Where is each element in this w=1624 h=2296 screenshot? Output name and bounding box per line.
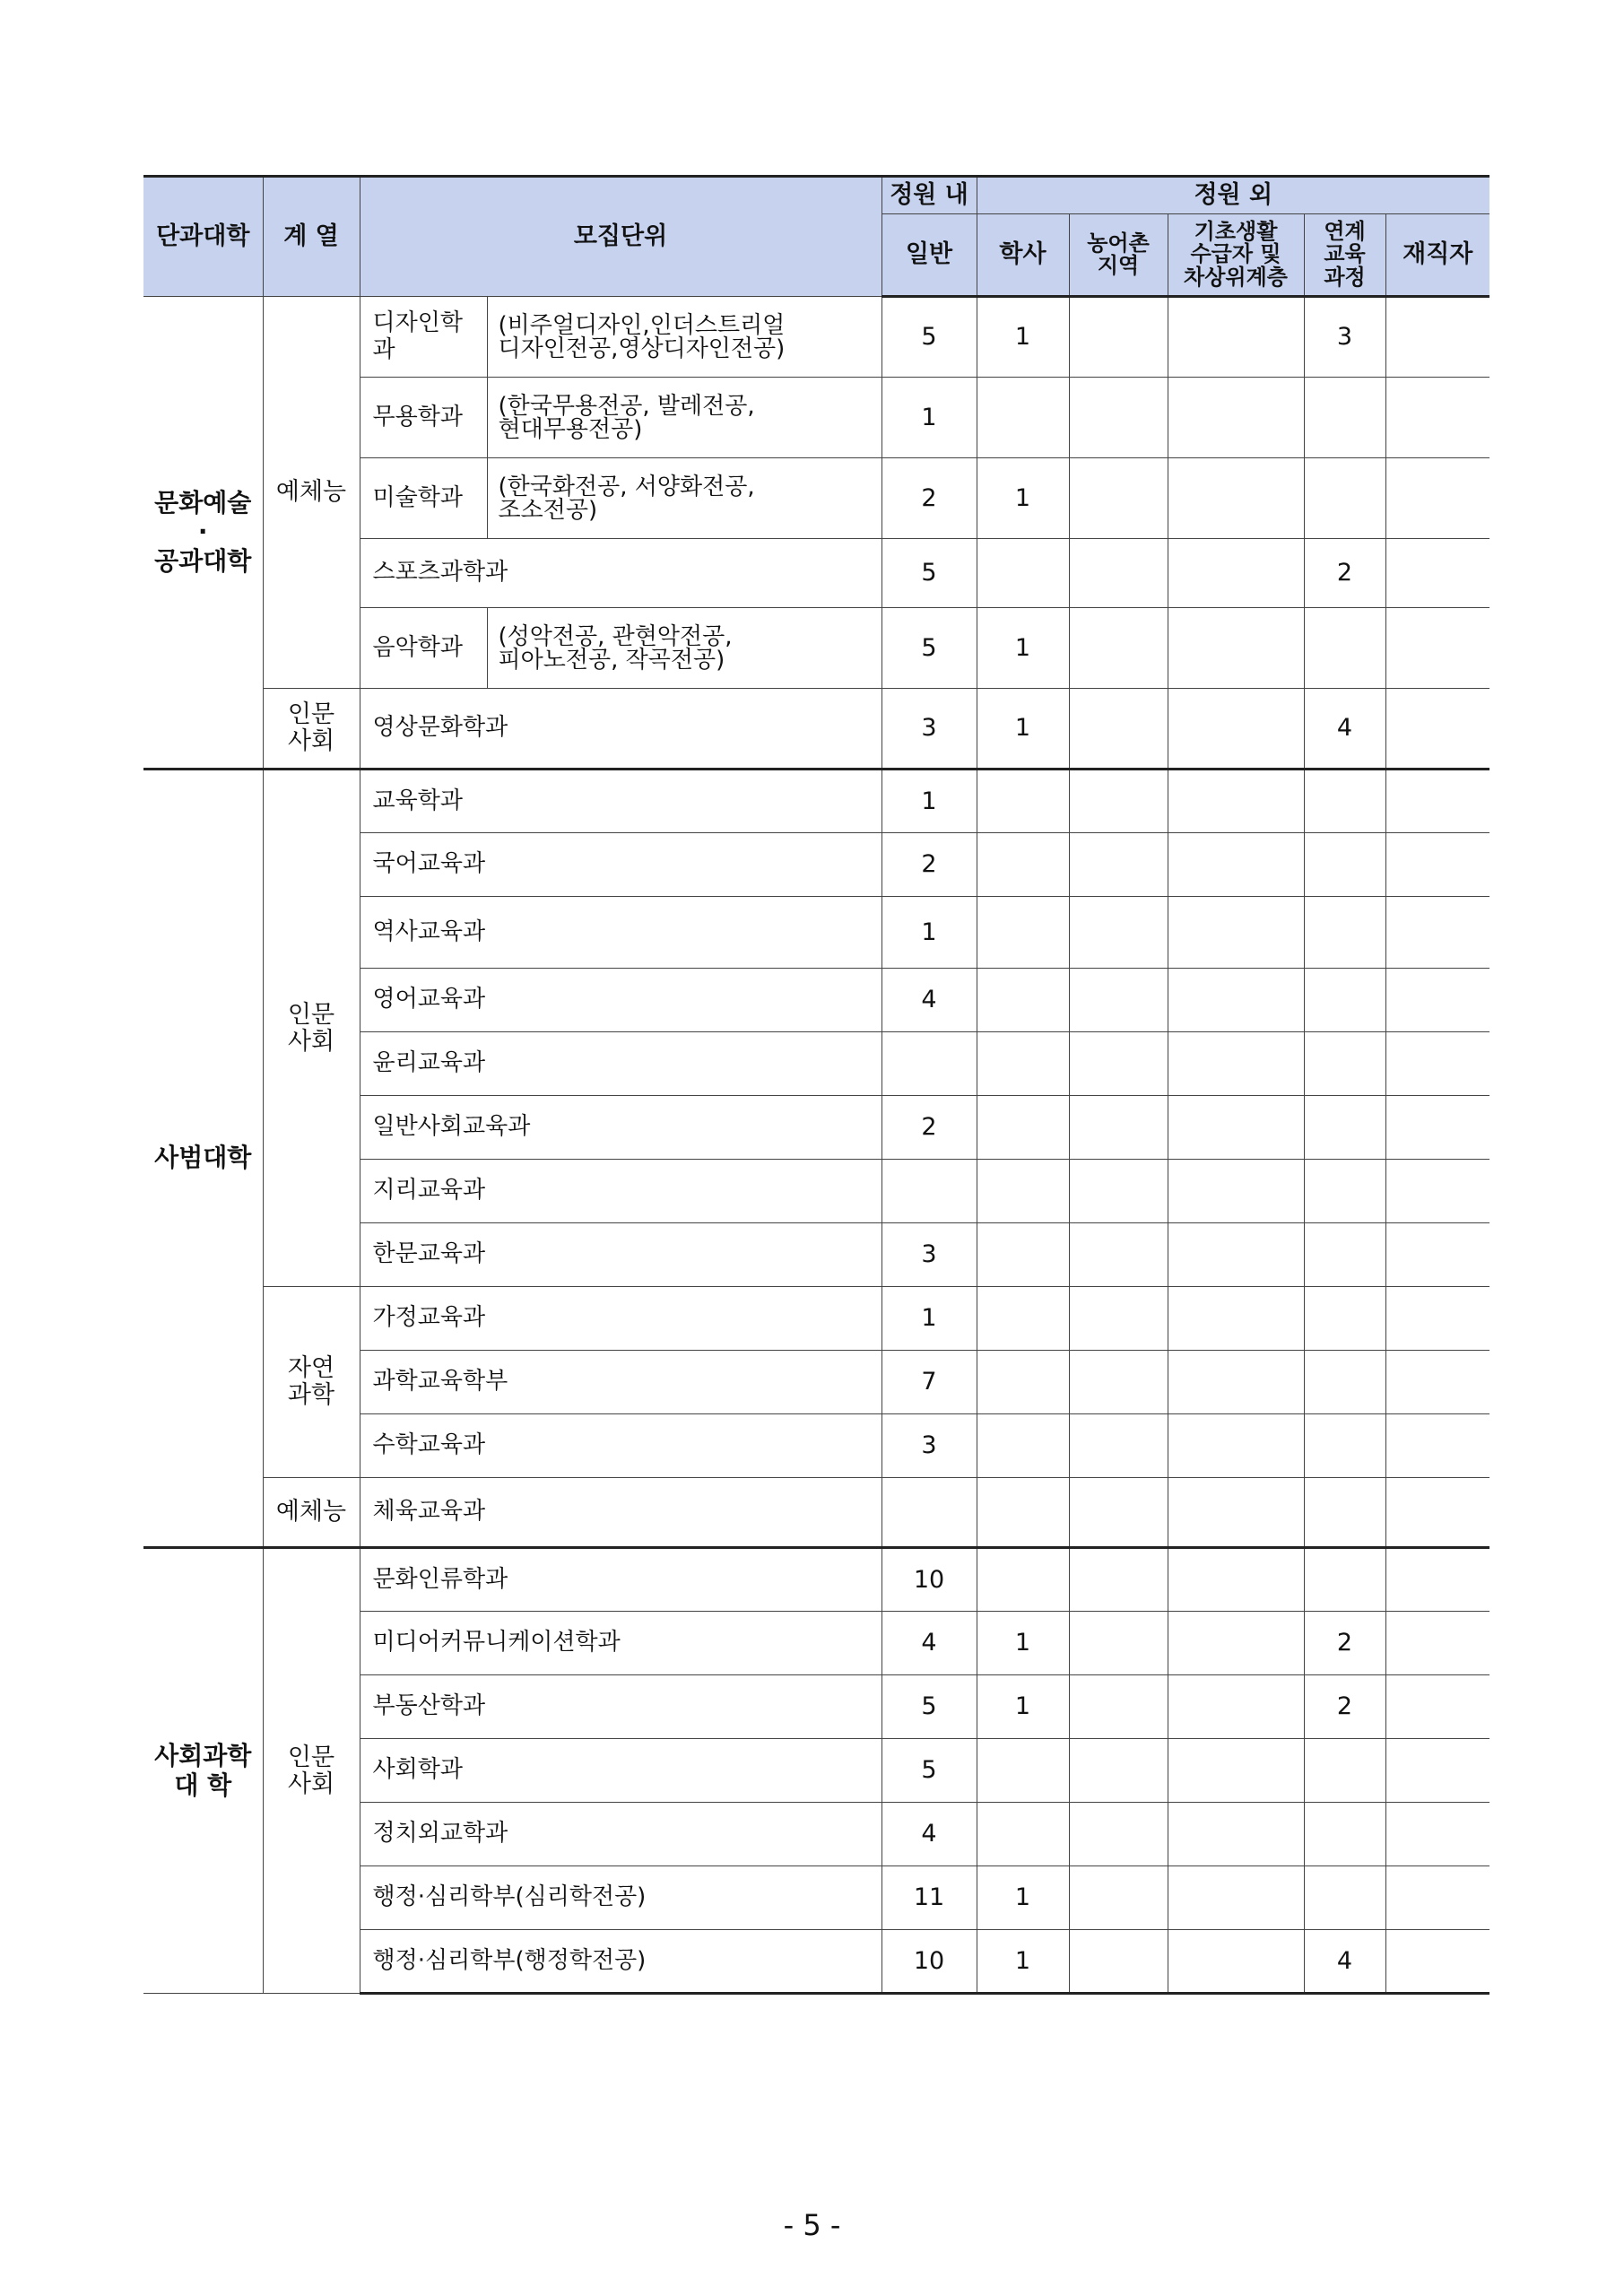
bachelor-quota bbox=[977, 770, 1069, 833]
department-name: 한문교육과 bbox=[360, 1223, 881, 1287]
bachelor-quota: 1 bbox=[977, 1930, 1069, 1994]
major-list: (한국무용전공, 발레전공, 현대무용전공) bbox=[487, 378, 881, 458]
header-division: 계 열 bbox=[263, 177, 360, 297]
basic-living-quota bbox=[1168, 1032, 1304, 1096]
division-cell: 예체능 bbox=[263, 1478, 360, 1548]
department-name: 교육학과 bbox=[360, 770, 881, 833]
table-row bbox=[143, 297, 1489, 378]
basic-living-quota bbox=[1168, 1612, 1304, 1675]
bachelor-quota: 1 bbox=[977, 1675, 1069, 1739]
rural-quota bbox=[1069, 1032, 1168, 1096]
department-name: 행정·심리학부(행정학전공) bbox=[360, 1930, 881, 1994]
bachelor-quota bbox=[977, 1223, 1069, 1287]
college-name-cell: 사범대학 bbox=[143, 770, 263, 1548]
rural-quota bbox=[1069, 1223, 1168, 1287]
employed-quota bbox=[1385, 458, 1489, 539]
rural-quota bbox=[1069, 608, 1168, 689]
rural-quota bbox=[1069, 969, 1168, 1032]
major-list: (성악전공, 관현악전공, 피아노전공, 작곡전공) bbox=[487, 608, 881, 689]
department-name: 과학교육학부 bbox=[360, 1351, 881, 1414]
general-quota: 5 bbox=[881, 539, 977, 608]
rural-quota bbox=[1069, 897, 1168, 969]
basic-living-quota bbox=[1168, 1287, 1304, 1351]
general-quota: 5 bbox=[881, 608, 977, 689]
department-name: 일반사회교육과 bbox=[360, 1096, 881, 1160]
division-cell: 인문 사회 bbox=[263, 1548, 360, 1994]
department-name: 미술학과 bbox=[360, 458, 487, 539]
header-college: 단과대학 bbox=[143, 177, 263, 297]
employed-quota bbox=[1385, 608, 1489, 689]
department-name: 문화인류학과 bbox=[360, 1548, 881, 1612]
employed-quota bbox=[1385, 770, 1489, 833]
rural-quota bbox=[1069, 770, 1168, 833]
college-name-cell: 사회과학 대 학 bbox=[143, 1548, 263, 1994]
general-quota bbox=[881, 1478, 977, 1548]
basic-living-quota bbox=[1168, 608, 1304, 689]
bachelor-quota: 1 bbox=[977, 458, 1069, 539]
basic-living-quota bbox=[1168, 833, 1304, 897]
employed-quota bbox=[1385, 1739, 1489, 1803]
linked-course-quota bbox=[1304, 833, 1385, 897]
basic-living-quota bbox=[1168, 378, 1304, 458]
linked-course-quota bbox=[1304, 897, 1385, 969]
rural-quota bbox=[1069, 833, 1168, 897]
header-quota-in: 정원 내 bbox=[881, 177, 977, 214]
linked-course-quota bbox=[1304, 1866, 1385, 1930]
general-quota: 2 bbox=[881, 458, 977, 539]
bachelor-quota: 1 bbox=[977, 1612, 1069, 1675]
employed-quota bbox=[1385, 689, 1489, 770]
table-row bbox=[143, 689, 1489, 770]
department-name: 영어교육과 bbox=[360, 969, 881, 1032]
general-quota: 4 bbox=[881, 1803, 977, 1866]
header-general: 일반 bbox=[881, 214, 977, 297]
major-list: (한국화전공, 서양화전공, 조소전공) bbox=[487, 458, 881, 539]
rural-quota bbox=[1069, 297, 1168, 378]
employed-quota bbox=[1385, 1803, 1489, 1866]
basic-living-quota bbox=[1168, 458, 1304, 539]
bachelor-quota bbox=[977, 833, 1069, 897]
page-number: - 5 - bbox=[783, 2208, 841, 2242]
basic-living-quota bbox=[1168, 689, 1304, 770]
employed-quota bbox=[1385, 1675, 1489, 1739]
bachelor-quota bbox=[977, 1096, 1069, 1160]
bachelor-quota bbox=[977, 897, 1069, 969]
major-list: (비주얼디자인,인더스트리얼 디자인전공,영상디자인전공) bbox=[487, 297, 881, 378]
employed-quota bbox=[1385, 897, 1489, 969]
department-name: 지리교육과 bbox=[360, 1160, 881, 1223]
general-quota: 1 bbox=[881, 897, 977, 969]
employed-quota bbox=[1385, 833, 1489, 897]
department-name: 정치외교학과 bbox=[360, 1803, 881, 1866]
rural-quota bbox=[1069, 1612, 1168, 1675]
basic-living-quota bbox=[1168, 1478, 1304, 1548]
linked-course-quota bbox=[1304, 1414, 1385, 1478]
employed-quota bbox=[1385, 378, 1489, 458]
department-name: 미디어커뮤니케이션학과 bbox=[360, 1612, 881, 1675]
basic-living-quota bbox=[1168, 297, 1304, 378]
bachelor-quota: 1 bbox=[977, 1866, 1069, 1930]
basic-living-quota bbox=[1168, 1803, 1304, 1866]
header-bachelor: 학사 bbox=[977, 214, 1069, 297]
rural-quota bbox=[1069, 458, 1168, 539]
bachelor-quota bbox=[977, 1032, 1069, 1096]
department-name: 국어교육과 bbox=[360, 833, 881, 897]
general-quota: 1 bbox=[881, 770, 977, 833]
department-name: 체육교육과 bbox=[360, 1478, 881, 1548]
general-quota: 10 bbox=[881, 1930, 977, 1994]
department-name: 사회학과 bbox=[360, 1739, 881, 1803]
linked-course-quota bbox=[1304, 608, 1385, 689]
rural-quota bbox=[1069, 1096, 1168, 1160]
general-quota: 2 bbox=[881, 1096, 977, 1160]
rural-quota bbox=[1069, 1739, 1168, 1803]
department-name: 가정교육과 bbox=[360, 1287, 881, 1351]
basic-living-quota bbox=[1168, 1414, 1304, 1478]
employed-quota bbox=[1385, 1223, 1489, 1287]
table-row bbox=[143, 1478, 1489, 1548]
linked-course-quota bbox=[1304, 1803, 1385, 1866]
bachelor-quota bbox=[977, 1548, 1069, 1612]
rural-quota bbox=[1069, 1351, 1168, 1414]
header-basic-living: 기초생활 수급자 및 차상위계층 bbox=[1168, 214, 1304, 297]
basic-living-quota bbox=[1168, 1739, 1304, 1803]
bachelor-quota bbox=[977, 1478, 1069, 1548]
linked-course-quota bbox=[1304, 1287, 1385, 1351]
header-rural: 농어촌 지역 bbox=[1069, 214, 1168, 297]
table-body bbox=[143, 297, 1489, 1994]
basic-living-quota bbox=[1168, 1930, 1304, 1994]
division-cell: 자연 과학 bbox=[263, 1287, 360, 1478]
employed-quota bbox=[1385, 1478, 1489, 1548]
basic-living-quota bbox=[1168, 1675, 1304, 1739]
linked-course-quota: 2 bbox=[1304, 539, 1385, 608]
linked-course-quota: 2 bbox=[1304, 1612, 1385, 1675]
rural-quota bbox=[1069, 689, 1168, 770]
rural-quota bbox=[1069, 378, 1168, 458]
linked-course-quota bbox=[1304, 1548, 1385, 1612]
header-unit: 모집단위 bbox=[360, 177, 881, 297]
table-row bbox=[143, 1287, 1489, 1351]
linked-course-quota: 3 bbox=[1304, 297, 1385, 378]
linked-course-quota bbox=[1304, 1351, 1385, 1414]
department-name: 수학교육과 bbox=[360, 1414, 881, 1478]
basic-living-quota bbox=[1168, 1351, 1304, 1414]
linked-course-quota bbox=[1304, 378, 1385, 458]
department-name: 윤리교육과 bbox=[360, 1032, 881, 1096]
linked-course-quota: 4 bbox=[1304, 689, 1385, 770]
bachelor-quota bbox=[977, 1351, 1069, 1414]
linked-course-quota bbox=[1304, 458, 1385, 539]
general-quota: 7 bbox=[881, 1351, 977, 1414]
general-quota: 11 bbox=[881, 1866, 977, 1930]
basic-living-quota bbox=[1168, 770, 1304, 833]
bachelor-quota bbox=[977, 1287, 1069, 1351]
bachelor-quota bbox=[977, 969, 1069, 1032]
bachelor-quota bbox=[977, 1803, 1069, 1866]
college-name-cell: 문화예술 · 공과대학 bbox=[143, 297, 263, 770]
basic-living-quota bbox=[1168, 1223, 1304, 1287]
rural-quota bbox=[1069, 1548, 1168, 1612]
general-quota bbox=[881, 1160, 977, 1223]
linked-course-quota bbox=[1304, 1032, 1385, 1096]
bachelor-quota bbox=[977, 1160, 1069, 1223]
header-linked: 연계 교육 과정 bbox=[1304, 214, 1385, 297]
department-name: 행정·심리학부(심리학전공) bbox=[360, 1866, 881, 1930]
general-quota: 4 bbox=[881, 1612, 977, 1675]
linked-course-quota bbox=[1304, 1739, 1385, 1803]
bachelor-quota bbox=[977, 1739, 1069, 1803]
general-quota: 10 bbox=[881, 1548, 977, 1612]
table-header bbox=[143, 177, 1489, 297]
employed-quota bbox=[1385, 1414, 1489, 1478]
general-quota: 1 bbox=[881, 1287, 977, 1351]
department-name: 영상문화학과 bbox=[360, 689, 881, 770]
rural-quota bbox=[1069, 1414, 1168, 1478]
employed-quota bbox=[1385, 1612, 1489, 1675]
linked-course-quota bbox=[1304, 1223, 1385, 1287]
general-quota bbox=[881, 1032, 977, 1096]
employed-quota bbox=[1385, 297, 1489, 378]
linked-course-quota bbox=[1304, 770, 1385, 833]
employed-quota bbox=[1385, 1287, 1489, 1351]
general-quota: 3 bbox=[881, 689, 977, 770]
basic-living-quota bbox=[1168, 1096, 1304, 1160]
rural-quota bbox=[1069, 1866, 1168, 1930]
rural-quota bbox=[1069, 1287, 1168, 1351]
rural-quota bbox=[1069, 1160, 1168, 1223]
bachelor-quota bbox=[977, 1414, 1069, 1478]
employed-quota bbox=[1385, 1930, 1489, 1994]
bachelor-quota bbox=[977, 539, 1069, 608]
general-quota: 5 bbox=[881, 1739, 977, 1803]
bachelor-quota: 1 bbox=[977, 689, 1069, 770]
division-cell: 인문 사회 bbox=[263, 689, 360, 770]
linked-course-quota: 4 bbox=[1304, 1930, 1385, 1994]
division-cell: 예체능 bbox=[263, 297, 360, 689]
table-row bbox=[143, 1548, 1489, 1612]
general-quota: 1 bbox=[881, 378, 977, 458]
general-quota: 2 bbox=[881, 833, 977, 897]
department-name: 부동산학과 bbox=[360, 1675, 881, 1739]
bachelor-quota: 1 bbox=[977, 608, 1069, 689]
bachelor-quota bbox=[977, 378, 1069, 458]
employed-quota bbox=[1385, 1032, 1489, 1096]
rural-quota bbox=[1069, 1675, 1168, 1739]
bachelor-quota: 1 bbox=[977, 297, 1069, 378]
rural-quota bbox=[1069, 539, 1168, 608]
basic-living-quota bbox=[1168, 1548, 1304, 1612]
header-employed: 재직자 bbox=[1385, 214, 1489, 297]
rural-quota bbox=[1069, 1803, 1168, 1866]
employed-quota bbox=[1385, 1160, 1489, 1223]
department-name: 역사교육과 bbox=[360, 897, 881, 969]
basic-living-quota bbox=[1168, 897, 1304, 969]
department-name: 음악학과 bbox=[360, 608, 487, 689]
employed-quota bbox=[1385, 1548, 1489, 1612]
header-quota-out: 정원 외 bbox=[977, 177, 1489, 214]
linked-course-quota bbox=[1304, 1160, 1385, 1223]
employed-quota bbox=[1385, 969, 1489, 1032]
linked-course-quota bbox=[1304, 1478, 1385, 1548]
general-quota: 3 bbox=[881, 1414, 977, 1478]
division-cell: 인문 사회 bbox=[263, 770, 360, 1287]
basic-living-quota bbox=[1168, 539, 1304, 608]
department-name: 무용학과 bbox=[360, 378, 487, 458]
basic-living-quota bbox=[1168, 1160, 1304, 1223]
general-quota: 3 bbox=[881, 1223, 977, 1287]
general-quota: 5 bbox=[881, 297, 977, 378]
linked-course-quota bbox=[1304, 1096, 1385, 1160]
linked-course-quota bbox=[1304, 969, 1385, 1032]
general-quota: 4 bbox=[881, 969, 977, 1032]
employed-quota bbox=[1385, 539, 1489, 608]
department-name: 스포츠과학과 bbox=[360, 539, 881, 608]
rural-quota bbox=[1069, 1930, 1168, 1994]
department-name: 디자인학과 bbox=[360, 297, 487, 378]
employed-quota bbox=[1385, 1351, 1489, 1414]
employed-quota bbox=[1385, 1096, 1489, 1160]
basic-living-quota bbox=[1168, 1866, 1304, 1930]
basic-living-quota bbox=[1168, 969, 1304, 1032]
general-quota: 5 bbox=[881, 1675, 977, 1739]
table-row bbox=[143, 770, 1489, 833]
linked-course-quota: 2 bbox=[1304, 1675, 1385, 1739]
employed-quota bbox=[1385, 1866, 1489, 1930]
admission-quota-table bbox=[143, 175, 1489, 1995]
rural-quota bbox=[1069, 1478, 1168, 1548]
